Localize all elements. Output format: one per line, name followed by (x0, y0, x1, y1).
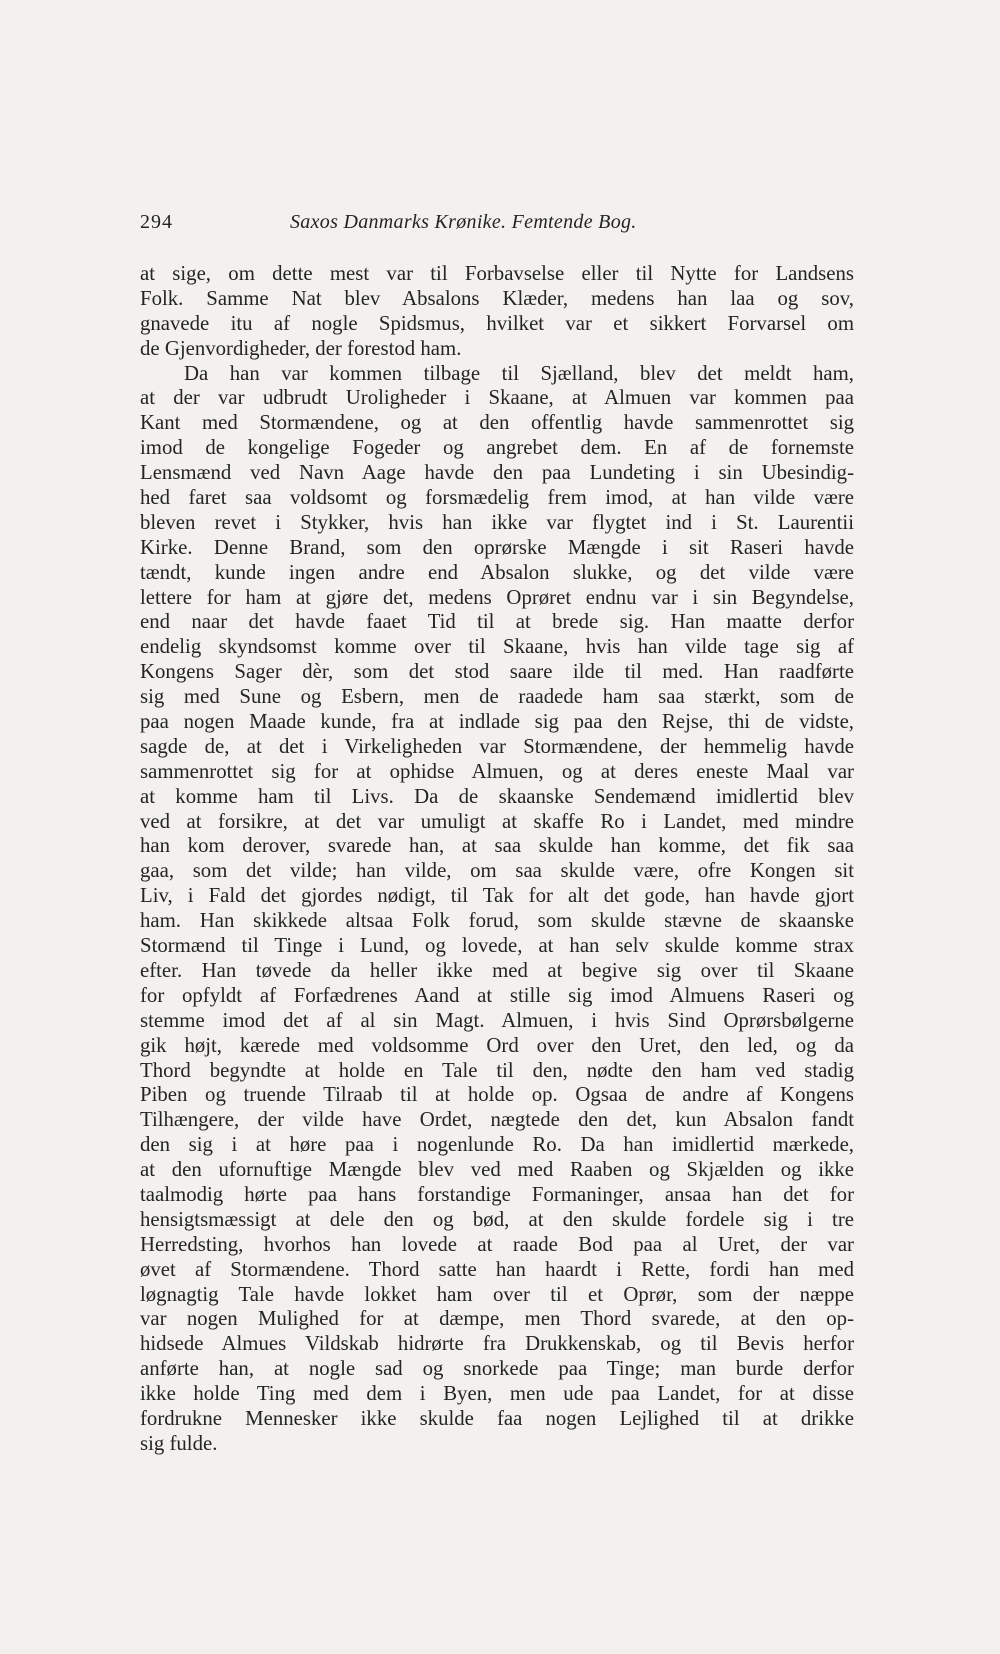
text-line: imod de kongelige Fogeder og angrebet dem. En af de fornemste (140, 436, 854, 460)
text-line: at komme ham til Livs. Da de skaanske Sendemænd imidlertid blev (140, 784, 854, 808)
text-line: paa nogen Maade kunde, fra at indlade sig paa den Rejse, thi de vidste, (140, 710, 854, 734)
text-line: bleven revet i Stykker, hvis han ikke var flygtet ind i St. Laurentii (140, 510, 854, 534)
text-line: taalmodig hørte paa hans forstandige Formaninger, ansaa han det for (140, 1182, 854, 1206)
text-line: endelig skyndsomst komme over til Skaane, hvis han vilde tage sig af (140, 635, 854, 659)
text-line: de Gjenvordigheder, der forestod ham. (140, 336, 462, 360)
text-line: ikke holde Ting med dem i Byen, men ude paa Landet, for at disse (140, 1382, 854, 1406)
text-line: at der var udbrudt Uroligheder i Skaane, at Almuen var kommen paa (140, 386, 854, 410)
text-line: efter. Han tøvede da heller ikke med at begive sig over til Skaane (140, 958, 854, 982)
text-line: hidsede Almues Vildskab hidrørte fra Drukkenskab, og til Bevis herfor (140, 1332, 854, 1356)
text-line: tændt, kunde ingen andre end Absalon slukke, og det vilde være (140, 560, 854, 584)
text-line: fordrukne Mennesker ikke skulde faa nogen Lejlighed til at drikke (140, 1406, 854, 1430)
text-line: Tilhængere, der vilde have Ordet, nægtede den det, kun Absalon fandt (140, 1108, 854, 1132)
text-line: Liv, i Fald det gjordes nødigt, til Tak for alt det gode, han havde gjort (140, 884, 854, 908)
text-line: hed faret saa voldsomt og forsmædelig frem imod, at han vilde være (140, 486, 854, 510)
text-line: at den ufornuftige Mængde blev ved med Raaben og Skjælden og ikke (140, 1158, 854, 1182)
text-line: Kant med Stormændene, og at den offentlig havde sammenrottet sig (140, 411, 854, 435)
text-line: var nogen Mulighed for at dæmpe, men Thord svarede, at den op- (140, 1307, 854, 1331)
text-line: stemme imod det af al sin Magt. Almuen, i hvis Sind Oprørsbølgerne (140, 1008, 854, 1032)
text-line: sig med Sune og Esbern, men de raadede ham saa stærkt, som de (140, 685, 854, 709)
text-line: løgnagtig Tale havde lokket ham over til et Oprør, som der næppe (140, 1282, 854, 1306)
text-line: lettere for ham at gjøre det, medens Oprøret endnu var i sin Begyndelse, (140, 585, 854, 609)
text-line: Piben og truende Tilraab til at holde op. Ogsaa de andre af Kongens (140, 1083, 854, 1107)
text-line: hensigtsmæssigt at dele den og bød, at den skulde fordele sig i tre (140, 1207, 854, 1231)
text-line: han kom derover, svarede han, at saa skulde han komme, det fik saa (140, 834, 854, 858)
text-line: ved at forsikre, at det var umuligt at skaffe Ro i Landet, med mindre (140, 809, 854, 833)
text-line: Stormænd til Tinge i Lund, og lovede, at han selv skulde komme strax (140, 934, 854, 958)
text-line: Da han var kommen tilbage til Sjælland, blev det meldt ham, (184, 361, 854, 385)
text-line: gnavede itu af nogle Spidsmus, hvilket var et sikkert Forvarsel om (140, 311, 854, 335)
running-title: Saxos Danmarks Krønike. Femtende Bog. (290, 211, 637, 233)
text-line: Lensmænd ved Navn Aage havde den paa Lundeting i sin Ubesindig- (140, 461, 854, 485)
text-line: den sig i at høre paa i nogenlunde Ro. Da han imidlertid mærkede, (140, 1133, 854, 1157)
text-line: at sige, om dette mest var til Forbavselse eller til Nytte for Landsens (140, 262, 854, 285)
body-text (140, 262, 854, 1457)
text-line: Kirke. Denne Brand, som den oprørske Mængde i sit Raseri havde (140, 535, 854, 559)
text-line: Kongens Sager dèr, som det stod saare ilde til med. Han raadførte (140, 660, 854, 684)
text-line: øvet af Stormændene. Thord satte han haardt i Rette, fordi han med (140, 1257, 854, 1281)
text-line: Thord begyndte at holde en Tale til den, nødte den ham ved stadig (140, 1058, 854, 1082)
text-line: for opfyldt af Forfædrenes Aand at stille sig imod Almuens Raseri og (140, 983, 854, 1007)
text-line: sig fulde. (140, 1431, 218, 1455)
text-line: sagde de, at det i Virkeligheden var Stormændene, der hemmelig havde (140, 734, 854, 758)
text-line: Herredsting, hvorhos han lovede at raade Bod paa al Uret, der var (140, 1232, 854, 1256)
page-number: 294 (140, 211, 173, 233)
text-line: sammenrottet sig for at ophidse Almuen, og at deres eneste Maal var (140, 759, 854, 783)
text-line: end naar det havde faaet Tid til at brede sig. Han maatte derfor (140, 610, 854, 634)
page-header (140, 211, 860, 241)
text-line: gik højt, kærede med voldsomme Ord over den Uret, den led, og da (140, 1033, 854, 1057)
text-line: gaa, som det vilde; han vilde, om saa skulde være, ofre Kongen sit (140, 859, 854, 883)
text-line: anførte han, at nogle sad og snorkede paa Tinge; man burde derfor (140, 1357, 854, 1381)
text-line: Folk. Samme Nat blev Absalons Klæder, medens han laa og sov, (140, 286, 854, 310)
text-line: ham. Han skikkede altsaa Folk forud, som skulde stævne de skaanske (140, 909, 854, 933)
